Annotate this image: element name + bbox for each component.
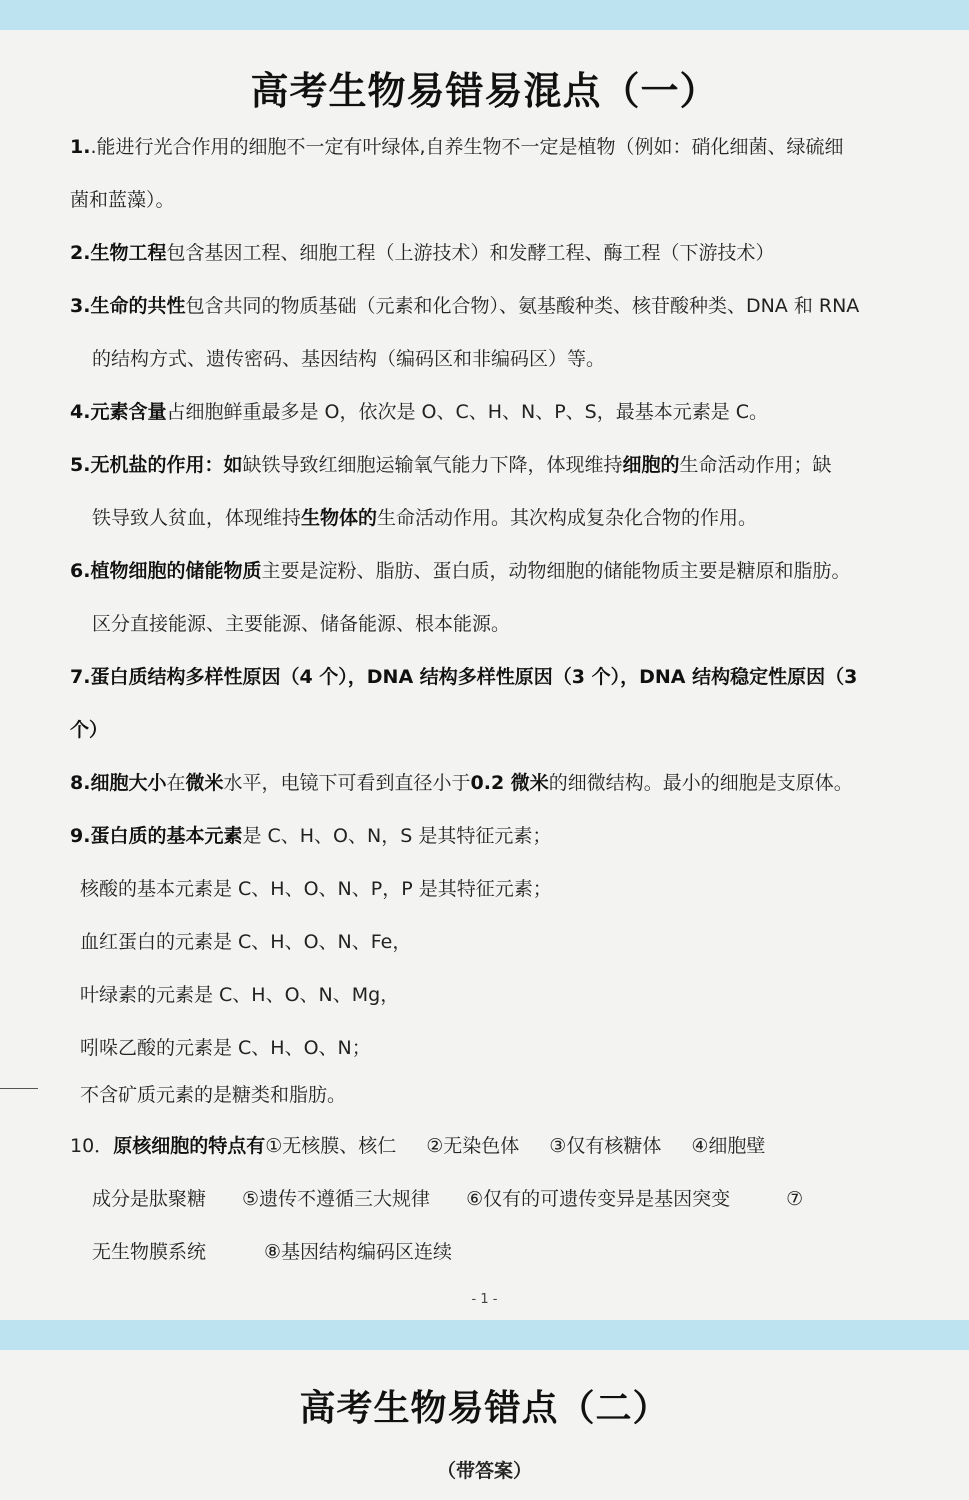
item-4-heading: 4.元素含量 — [70, 401, 167, 423]
item-8 — [70, 768, 853, 795]
item-4 — [70, 397, 768, 424]
item-3-text: 包含共同的物质基础（元素和化合物）、氨基酸种类、核苷酸种类、DNA 和 RNA — [185, 295, 860, 317]
page-number: - 1 - — [471, 1292, 498, 1307]
item-6-text: 主要是淀粉、脂肪、蛋白质，动物细胞的储能物质主要是糖原和脂肪。 — [261, 560, 851, 582]
item-10-point-8: ⑧基因结构编码区连续 — [264, 1241, 453, 1263]
item-6-line-1 — [70, 556, 850, 583]
item-10-point-5: ⑤遗传不遵循三大规律 — [242, 1188, 431, 1210]
item-5-emph-2: 生物体的 — [301, 507, 378, 529]
item-1-text: .能进行光合作用的细胞不一定有叶绿体,自养生物不一定是植物（例如：硝化细菌、绿硫细 — [90, 136, 844, 158]
item-10-line-2 — [92, 1184, 803, 1211]
item-5-line-2 — [92, 503, 757, 530]
item-5-text-3: 铁导致人贫血，体现维持 — [92, 507, 302, 529]
item-3-heading: 3.生命的共性 — [70, 295, 186, 317]
item-1-line-2: 菌和蓝藻）。 — [70, 189, 175, 211]
item-3-line-1 — [70, 291, 859, 318]
item-9-line-4: 叶绿素的元素是 C、H、O、N、Mg， — [80, 984, 400, 1006]
item-2-text: 包含基因工程、细胞工程（上游技术）和发酵工程、酶工程（下游技术） — [166, 242, 775, 264]
item-7-heading-cont: 个） — [70, 719, 109, 741]
item-5-heading: 5.无机盐的作用：如 — [70, 454, 243, 476]
page-1-title: 高考生物易错易混点（一） — [250, 69, 719, 113]
item-9-heading: 9.蛋白质的基本元素 — [70, 825, 243, 847]
item-4-text: 占细胞鲜重最多是 O，依次是 O、C、H、N、P、S，最基本元素是 C。 — [166, 401, 769, 423]
item-8-emph-2: 0.2 微米 — [470, 772, 549, 794]
item-9-line-6: 不含矿质元素的是糖类和脂肪。 — [80, 1084, 347, 1106]
item-10-point-3: ③仅有核糖体 — [549, 1135, 662, 1157]
item-6-line-2: 区分直接能源、主要能源、储备能源、根本能源。 — [92, 613, 511, 635]
item-7-heading: 7.蛋白质结构多样性原因（4 个），DNA 结构多样性原因（3 个），DNA 结构稳定性原因（3 — [70, 666, 858, 688]
page-1 — [0, 30, 969, 1320]
item-9-line-3: 血红蛋白的元素是 C、H、O、N、Fe， — [80, 931, 412, 953]
item-5-text-4: 生命活动作用。其次构成复杂化合物的作用。 — [377, 507, 758, 529]
item-2 — [70, 238, 774, 265]
page-2-subtitle: （带答案） — [436, 1460, 532, 1482]
item-9-line-5: 吲哚乙酸的元素是 C、H、O、N； — [80, 1037, 371, 1059]
item-5-line-1 — [70, 450, 832, 477]
item-8-heading: 8.细胞大小 — [70, 772, 167, 794]
item-8-text-3: 的细微结构。最小的细胞是支原体。 — [548, 772, 853, 794]
item-9-line-1 — [70, 821, 551, 848]
item-1-line-1 — [70, 132, 844, 159]
item-9-text: 是 C、H、O、N，S 是其特征元素； — [242, 825, 552, 847]
item-10-line-1 — [70, 1131, 765, 1158]
item-10-point-1: ①无核膜、核仁 — [265, 1135, 397, 1157]
page-2 — [0, 1350, 969, 1500]
item-8-emph-1: 微米 — [185, 772, 224, 794]
item-8-text-2: 水平，电镜下可看到直径小于 — [223, 772, 471, 794]
page-2-title: 高考生物易错点（二） — [299, 1388, 670, 1429]
item-10-number: 10． — [70, 1135, 114, 1157]
item-7-line-1 — [70, 662, 857, 689]
item-10-point-4: ④细胞壁 — [691, 1135, 766, 1157]
item-9-line-2: 核酸的基本元素是 C、H、O、N、P，P 是其特征元素； — [80, 878, 552, 900]
item-7-line-2 — [70, 715, 108, 742]
item-8-text-1: 在 — [166, 772, 186, 794]
item-5-emph-1: 细胞的 — [622, 454, 680, 476]
item-10-point-4-cont: 成分是肽聚糖 — [92, 1188, 207, 1210]
item-6-heading: 6.植物细胞的储能物质 — [70, 560, 262, 582]
item-5-text-2: 生命活动作用；缺 — [679, 454, 832, 476]
item-5-text-1: 缺铁导致红细胞运输氧气能力下降，体现维持 — [242, 454, 623, 476]
item-10-point-7: 无生物膜系统 — [92, 1241, 207, 1263]
item-10-point-6: ⑥仅有的可遗传变异是基因突变 — [466, 1188, 731, 1210]
item-10-point-7-marker: ⑦ — [786, 1188, 804, 1210]
scan-dash-mark — [0, 1088, 38, 1089]
item-2-heading: 2.生物工程 — [70, 242, 167, 264]
item-10-point-2: ②无染色体 — [426, 1135, 520, 1157]
item-1-number: 1. — [70, 136, 91, 158]
item-10-heading: 原核细胞的特点有 — [113, 1135, 266, 1157]
item-3-line-2: 的结构方式、遗传密码、基因结构（编码区和非编码区）等。 — [92, 348, 606, 370]
item-10-line-3 — [92, 1237, 452, 1264]
